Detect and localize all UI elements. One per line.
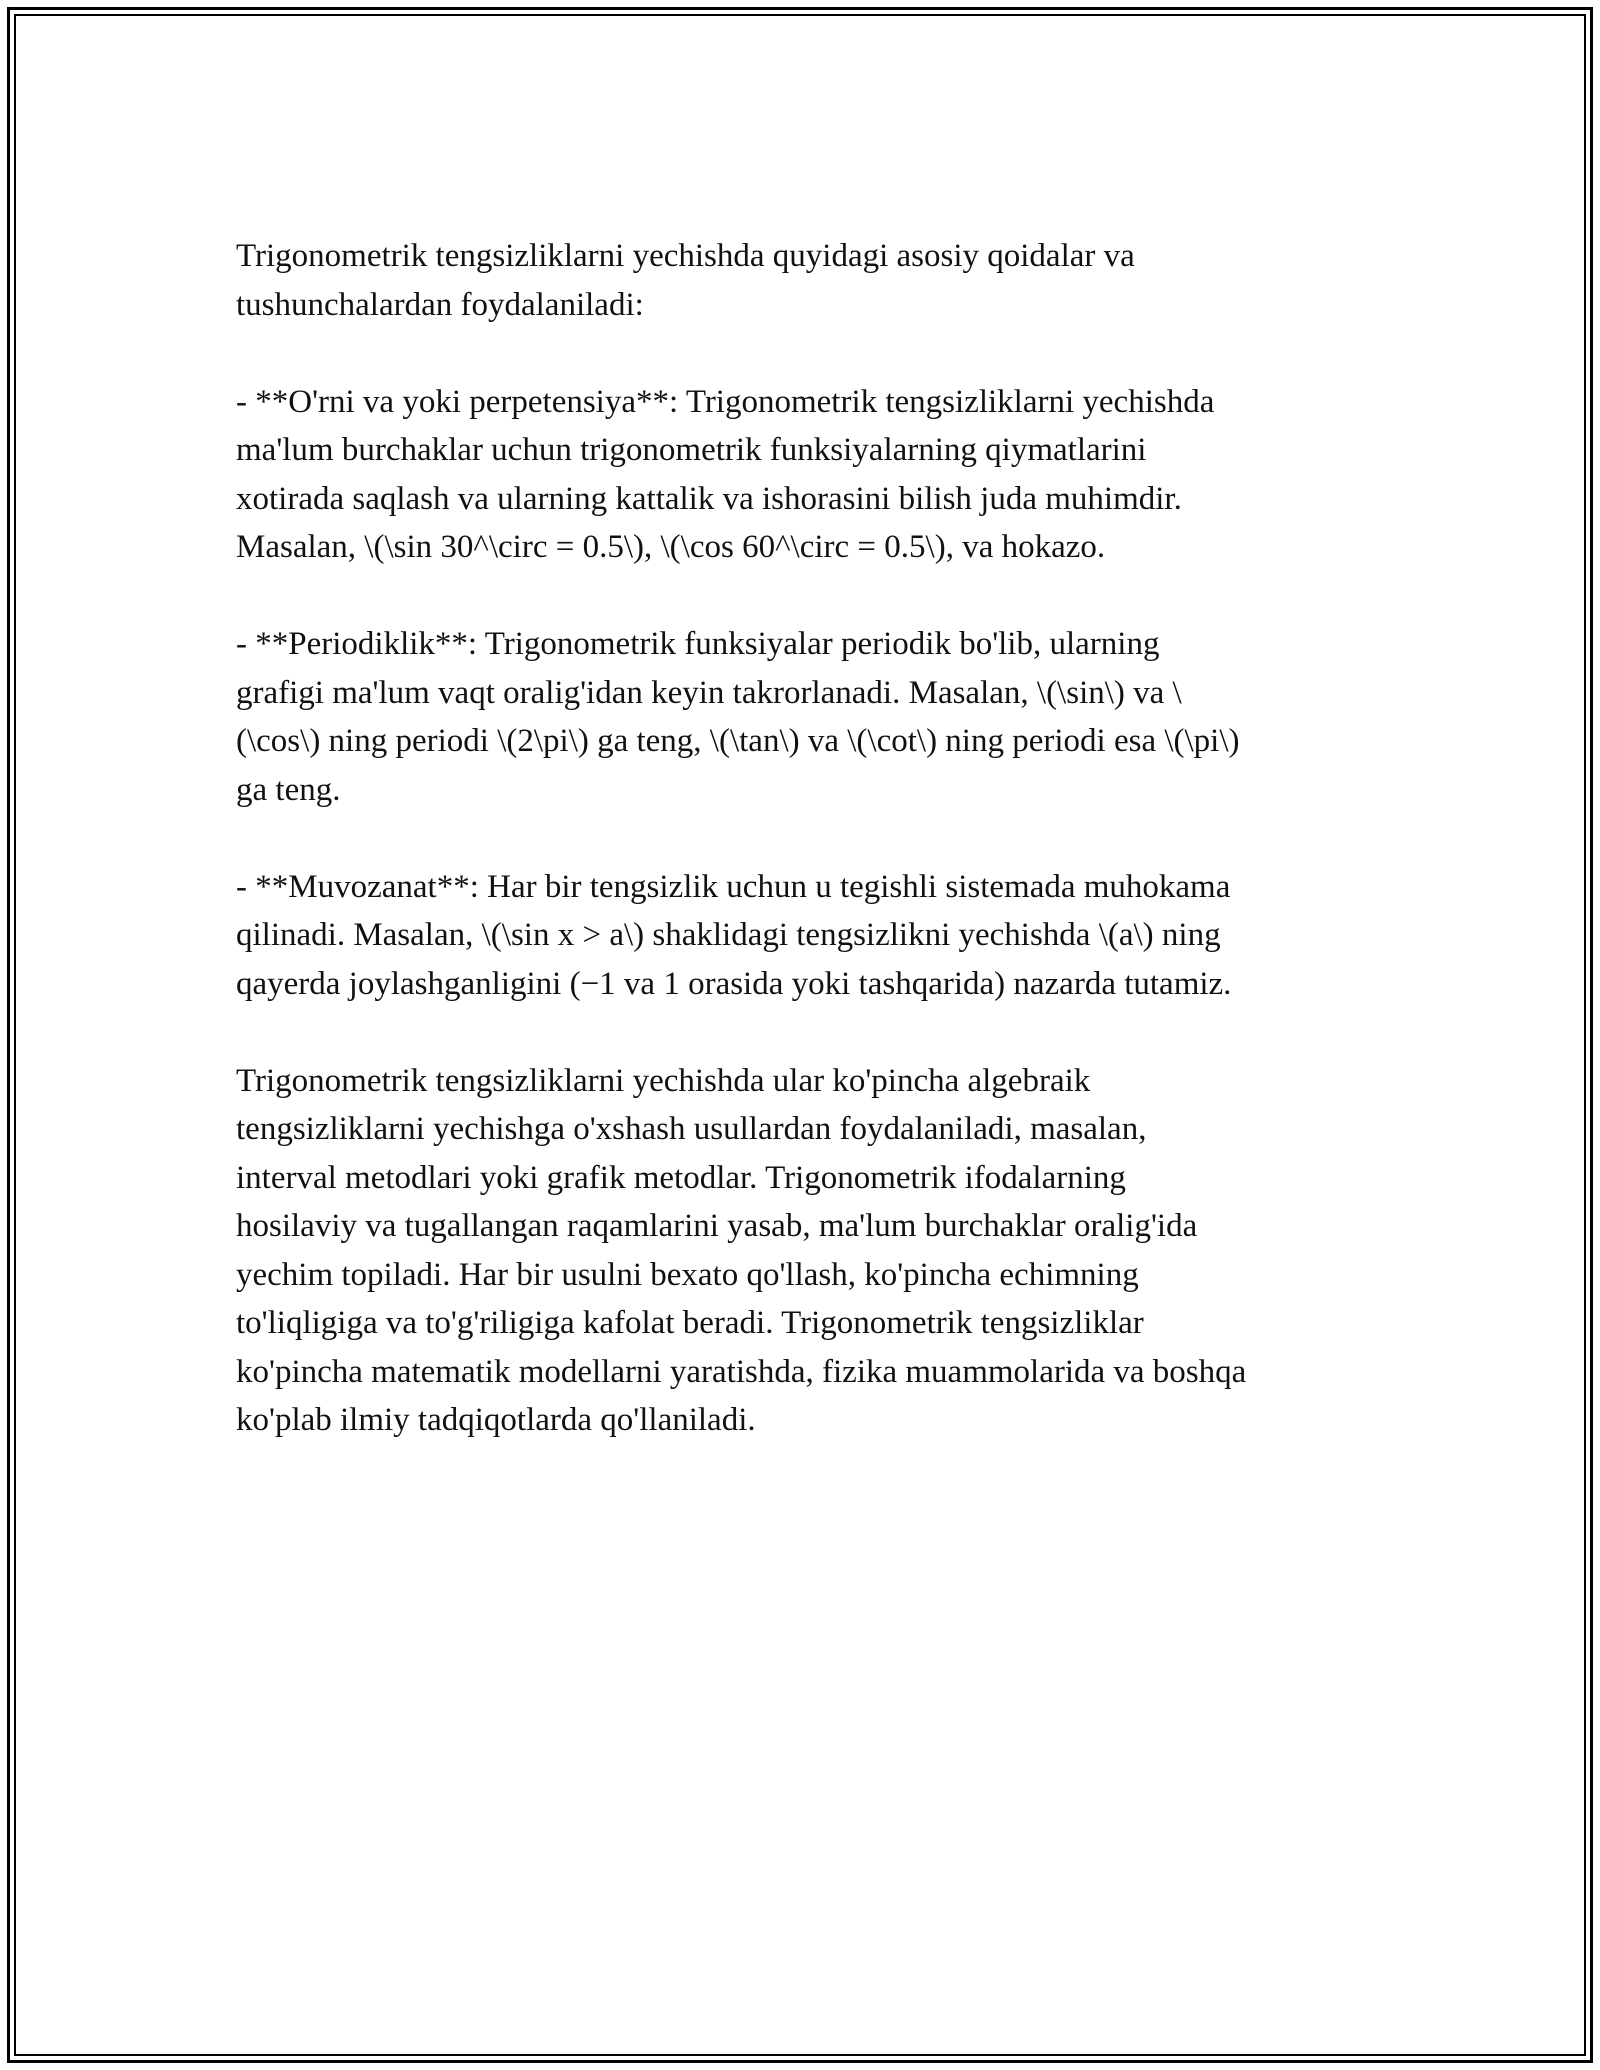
conclusion-paragraph: Trigonometrik tengsizliklarni yechishda ular ko'pincha algebraik tengsizliklarni yechishga o'xshash usullardan foydalaniladi, masalan, interval metodlari yoki grafik metodlar. Trigonometrik ifodalarning hosilaviy va tugallangan raqamlarini yasab, ma'lum burchaklar oralig'ida yechim topiladi. Har bir usulni bexato qo'llash, ko'pincha echimning to'liqligiga va to'g'riligiga kafolat beradi. Trigonometrik tengsizliklar ko'pincha matematik modellarni yaratishda, fizika muammolarida va boshqa ko'plab ilmiy tadqiqotlarda qo'llaniladi. xyxy=(236,1062,1247,1438)
document-body xyxy=(236,232,1366,1445)
bullet-paragraph-periodicity: - **Periodiklik**: Trigonometrik funksiyalar periodik bo'lib, ularning grafigi ma'lum vaqt oralig'idan keyin takrorlanadi. Masalan, \(\sin\) va \ (\cos\) ning periodi \(2\pi\) ga teng, \(\tan\) va \(\cot\) ning periodi esa \(\pi\) ga teng. xyxy=(236,626,1240,808)
bullet-paragraph-position: - **O'rni va yoki perpetensiya**: Trigonometrik tengsizliklarni yechishda ma'lum burchaklar uchun trigonometrik funksiyalarning qiymatlarini xotirada saqlash va ularning kattalik va ishorasini bilish juda muhimdir. Masalan, \(\sin 30^\circ = 0.5\), \(\cos 60^\circ = 0.5\), va hokazo. xyxy=(236,383,1215,565)
intro-paragraph: Trigonometrik tengsizliklarni yechishda quyidagi asosiy qoidalar va tushunchalardan foydalaniladi: xyxy=(236,238,1135,323)
bullet-paragraph-balance: - **Muvozanat**: Har bir tengsizlik uchun u tegishli sistemada muhokama qilinadi. Masalan, \(\sin x > a\) shaklidagi tengsizlikni yechishda \(a\) ning qayerda joylashganligini (−1 va 1 orasida yoki tashqarida) nazarda tutamiz. xyxy=(236,868,1232,1002)
